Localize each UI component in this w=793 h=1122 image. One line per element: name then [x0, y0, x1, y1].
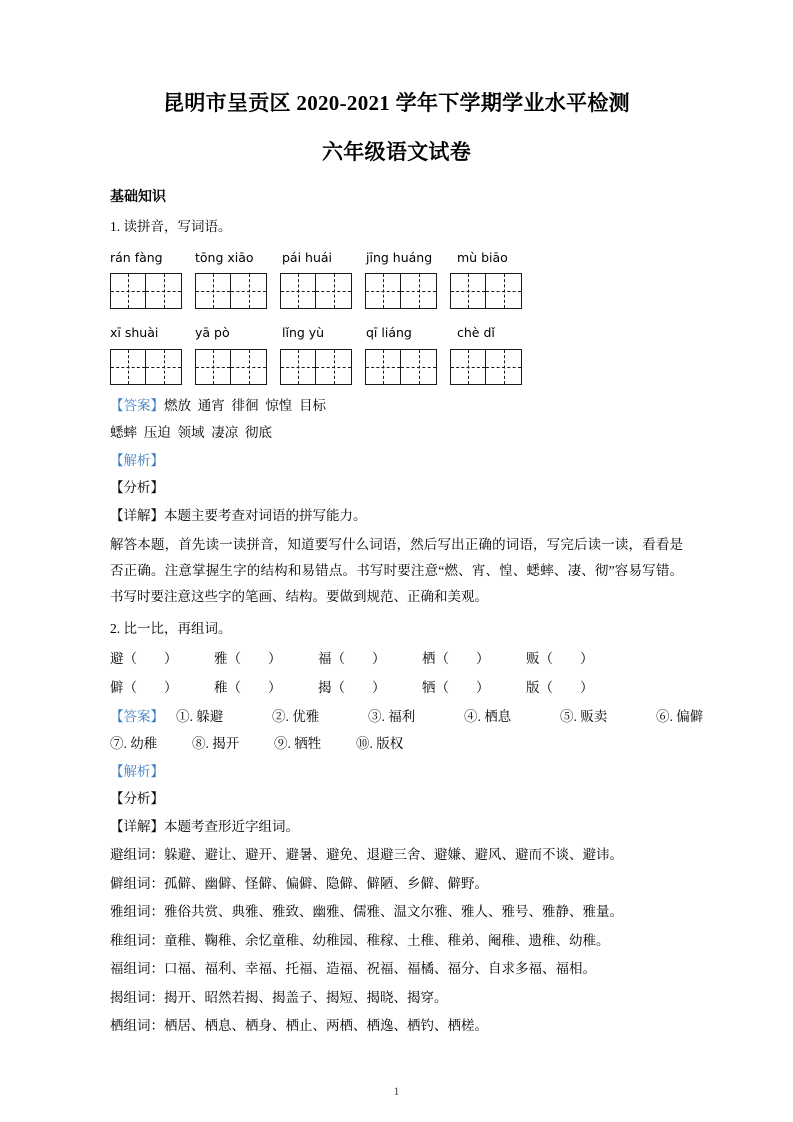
- jiexi-label: 【解析】: [110, 452, 164, 468]
- zuci-detail-line: 雅组词：雅俗共赏、典雅、雅致、幽雅、儒雅、温文尔雅、雅人、雅号、雅静、雅量。: [110, 904, 623, 919]
- writing-grid-group[interactable]: [365, 273, 437, 309]
- jiexi-label: 【解析】: [110, 763, 164, 779]
- writing-grid-cell[interactable]: [316, 273, 352, 309]
- pinyin-word: jīng huáng: [366, 249, 433, 265]
- zuci-detail-line: 僻组词：孤僻、幽僻、怪僻、偏僻、隐僻、僻陋、乡僻、僻野。: [110, 875, 488, 891]
- zuci-detail-line: 福组词：口福、福利、幸福、托福、造福、祝福、福橘、福分、自求多福、福相。: [110, 961, 596, 976]
- zuci-blank[interactable]: 福（ ）: [318, 650, 386, 666]
- writing-grid-cell[interactable]: [450, 349, 486, 385]
- zuci-detail-line: 避组词：躲避、避让、避开、避暑、避免、退避三舍、避嫌、避风、避而不谈、避讳。: [110, 847, 623, 862]
- question-2-fenxi-label: [110, 778, 683, 806]
- answer-text: 燃放 通宵 徘徊 惊惶 目标: [164, 397, 326, 413]
- question-2-blank-row-1[interactable]: [110, 636, 683, 666]
- xiangjie-text: 本题主要考查对词语的拼写能力。: [164, 507, 367, 523]
- question-1-explanation: 解答本题，首先读一读拼音，知道要写什么词语，然后写出正确的词语，写完后读一读，看看是否正确。注意掌握生字的结构和易错点。书写时要注意“燃、宵、惶、蟋蟀、凄、彻”容易写错。书写时要注意这些字的笔画、结构。要做到规范、正确和美观。: [110, 537, 683, 604]
- zuci-blank[interactable]: 栖（ ）: [422, 650, 490, 666]
- writing-grid-cell[interactable]: [280, 349, 316, 385]
- answer-label: 【答案】: [110, 708, 164, 724]
- zuci-detail-line: 稚组词：童稚、鞠稚、余忆童稚、幼稚园、稚稼、土稚、稚弟、阉稚、遗稚、幼稚。: [110, 932, 610, 948]
- pinyin-word: mù biāo: [457, 249, 508, 265]
- writing-grid-group[interactable]: [280, 273, 352, 309]
- question-2-answer-row-1: [110, 695, 704, 724]
- page-title: 昆明市呈贡区 2020-2021 学年下学期学业水平检测: [163, 91, 630, 115]
- writing-grid-cell[interactable]: [401, 273, 437, 309]
- pinyin-word: tōng xiāo: [195, 249, 254, 265]
- writing-grid-group[interactable]: [365, 349, 437, 385]
- answer-item: ⑩. 版权: [356, 736, 404, 751]
- writing-grid-group[interactable]: [450, 273, 522, 309]
- pinyin-word: chè dǐ: [457, 325, 495, 340]
- writing-grid-cell[interactable]: [280, 273, 316, 309]
- writing-grid-cell[interactable]: [365, 349, 401, 385]
- writing-grid-cell[interactable]: [486, 349, 522, 385]
- pinyin-row-2: [110, 309, 683, 340]
- fenxi-label: 【分析】: [110, 480, 164, 495]
- writing-grid-row-1[interactable]: [110, 264, 683, 309]
- question-2-blank-row-2[interactable]: [110, 665, 683, 695]
- answer-item: ②. 优雅: [272, 708, 320, 724]
- writing-grid-cell[interactable]: [146, 349, 182, 385]
- question-2-jiexi-label: [110, 751, 683, 779]
- writing-grid-group[interactable]: [450, 349, 522, 385]
- pinyin-word: rán fàng: [110, 249, 163, 265]
- writing-grid-cell[interactable]: [110, 349, 146, 385]
- answer-item: ⑨. 牺牲: [274, 736, 322, 751]
- writing-grid-cell[interactable]: [486, 273, 522, 309]
- writing-grid-cell[interactable]: [231, 349, 267, 385]
- zuci-blank[interactable]: 版（ ）: [526, 680, 594, 695]
- writing-grid-group[interactable]: [280, 349, 352, 385]
- writing-grid-cell[interactable]: [146, 273, 182, 309]
- answer-label: 【答案】: [110, 397, 164, 413]
- pinyin-word: lǐng yù: [282, 325, 325, 340]
- question-1-answer-line-2: [110, 412, 683, 440]
- question-1-xiangjie: [110, 495, 683, 523]
- writing-grid-row-2[interactable]: [110, 340, 683, 385]
- zuci-blank[interactable]: 牺（ ）: [422, 680, 490, 695]
- writing-grid-group[interactable]: [110, 273, 182, 309]
- xiangjie-label: 【详解】: [110, 818, 164, 834]
- answer-item: ①. 躲避: [176, 708, 224, 724]
- question-2-prompt: 2. 比一比，再组词。: [110, 621, 232, 636]
- question-2-answer-row-2: [110, 723, 683, 751]
- fenxi-label: 【分析】: [110, 791, 164, 806]
- question-1-jiexi-label: [110, 440, 683, 468]
- answer-item: ⑧. 揭开: [192, 736, 240, 751]
- writing-grid-group[interactable]: [110, 349, 182, 385]
- answer-item: ⑥. 偏僻: [656, 708, 704, 724]
- section-heading-basics: 基础知识: [110, 190, 166, 205]
- answer-item: ⑤. 贩卖: [560, 708, 608, 724]
- answer-item: ③. 福利: [368, 708, 416, 724]
- pinyin-word: yā pò: [195, 325, 230, 340]
- answer-item: ④. 栖息: [464, 708, 512, 724]
- question-2-xiangjie: [110, 806, 683, 834]
- answer-item: ⑦. 幼稚: [110, 736, 158, 751]
- question-1-answer-line-1: [110, 385, 683, 413]
- zuci-blank[interactable]: 揭（ ）: [318, 680, 386, 695]
- writing-grid-group[interactable]: [195, 349, 267, 385]
- pinyin-row-1: [110, 234, 683, 265]
- answer-text: 蟋蟀 压迫 领域 凄凉 彻底: [110, 425, 272, 440]
- writing-grid-cell[interactable]: [450, 273, 486, 309]
- question-1-fenxi-label: [110, 467, 683, 495]
- xiangjie-text: 本题考查形近字组词。: [164, 818, 299, 834]
- pinyin-word: pái huái: [282, 249, 333, 265]
- writing-grid-cell[interactable]: [231, 273, 267, 309]
- page-subtitle: 六年级语文试卷: [321, 140, 472, 164]
- zuci-blank[interactable]: 贩（ ）: [526, 650, 594, 666]
- zuci-blank[interactable]: 避（ ）: [110, 650, 178, 666]
- writing-grid-cell[interactable]: [401, 349, 437, 385]
- writing-grid-cell[interactable]: [195, 273, 231, 309]
- zuci-blank[interactable]: 稚（ ）: [214, 680, 282, 695]
- zuci-detail-line: 栖组词：栖居、栖息、栖身、栖止、两栖、栖逸、栖钓、栖槎。: [110, 1018, 488, 1033]
- writing-grid-cell[interactable]: [195, 349, 231, 385]
- writing-grid-cell[interactable]: [365, 273, 401, 309]
- writing-grid-cell[interactable]: [110, 273, 146, 309]
- writing-grid-cell[interactable]: [316, 349, 352, 385]
- page-number: 1: [393, 1086, 400, 1098]
- xiangjie-label: 【详解】: [110, 507, 164, 523]
- pinyin-word: qī liáng: [366, 325, 412, 340]
- zuci-detail-line: 揭组词：揭开、昭然若揭、揭盖子、揭短、揭晓、揭穿。: [110, 989, 448, 1005]
- zuci-blank[interactable]: 僻（ ）: [110, 680, 178, 695]
- question-1-prompt: 1. 读拼音，写词语。: [110, 219, 232, 234]
- pinyin-word: xī shuài: [110, 325, 159, 340]
- writing-grid-group[interactable]: [195, 273, 267, 309]
- zuci-blank[interactable]: 雅（ ）: [214, 650, 282, 666]
